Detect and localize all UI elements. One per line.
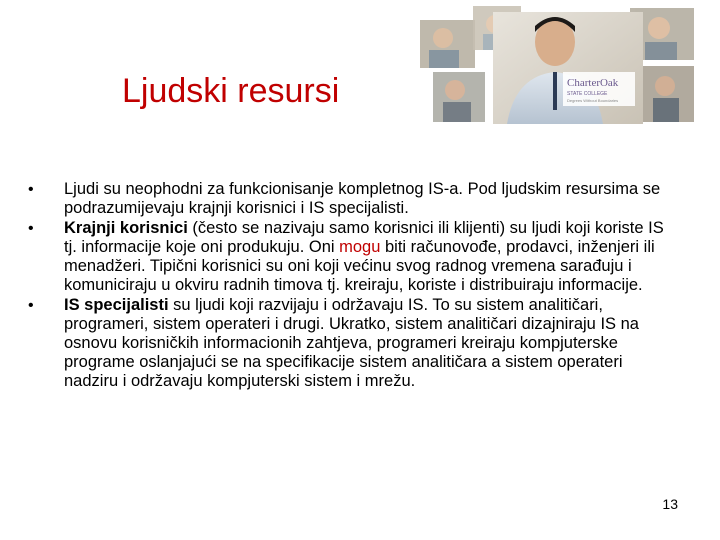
bullet-marker: • (28, 181, 34, 198)
bullet-text: su ljudi koji razvijaju i održavaju IS. To su sistem analitičari, programeri, sistem operateri i drugi. Ukratko, sistem analitičari dizajniraju IS na osnovu korisničkih informacionih zahtjeva, programeri kreiraju kompjuterske programe oslanjajući se na specifikacije sistem analitičara a sistem operateri nadziru i održavaju kompjuterski sistem i mrežu. (64, 296, 639, 390)
bullet-text: biti računovođe, prodavci, inženjeri ili menadžeri. Tipični korisnici su oni koji većinu svog radnog vremena sarađuju i komuniciraju u okviru radnih timova tj. kreiraju, koriste i distribuiraju informacije. (64, 238, 655, 294)
logo-text: CharterOak (567, 77, 619, 89)
bullet-marker: • (28, 297, 34, 314)
central-photo (493, 12, 643, 124)
bullet-bold-term: IS specijalisti (64, 296, 169, 314)
logo-tagline: Degrees Without Boundaries (567, 98, 619, 103)
bullet-text: (često se nazivaju samo korisnici ili klijenti) su ljudi koji koriste IS tj. informacije koje oni produkuju. Oni (64, 219, 664, 256)
logo-subtext: STATE COLLEGE (567, 91, 608, 97)
photo-tile (640, 66, 694, 122)
bullet-list (28, 180, 678, 392)
page-number: 13 (662, 496, 678, 512)
bullet-bold-term: Krajnji korisnici (64, 219, 188, 237)
slide-title: Ljudski resursi (122, 72, 340, 110)
bullet-item (28, 296, 678, 391)
photo-tile (433, 72, 485, 122)
charter-oak-logo (563, 72, 635, 106)
photo-tile (420, 20, 475, 68)
bullet-text: Ljudi su neophodni za funkcionisanje kompletnog IS-a. Pod ljudskim resursima se podrazumijevaju krajnji korisnici i IS specijalisti. (64, 180, 661, 217)
bullet-marker: • (28, 220, 34, 237)
header-photo-collage (415, 2, 698, 128)
bullet-item (28, 219, 678, 295)
highlighted-word: mogu (339, 238, 381, 256)
bullet-item (28, 180, 678, 218)
